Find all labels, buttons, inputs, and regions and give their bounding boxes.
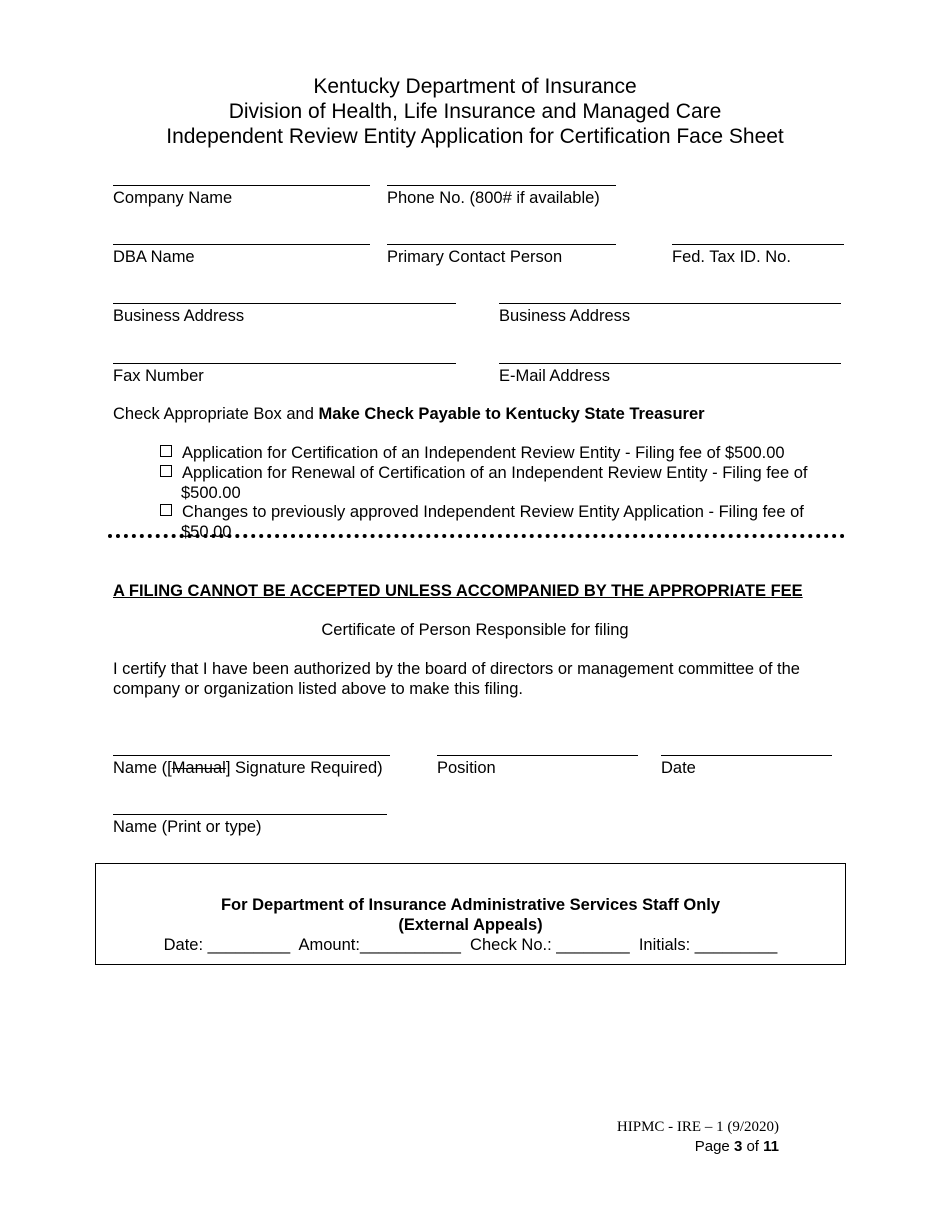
signature-name-field[interactable]: [113, 755, 390, 778]
fax-number-label: Fax Number: [113, 367, 204, 385]
option-certification-label: Application for Certification of an Independent Review Entity - Filing fee of $500.00: [182, 444, 785, 462]
page-total: 11: [763, 1138, 779, 1155]
position-field[interactable]: [437, 755, 638, 778]
page-current: 3: [733, 1138, 743, 1155]
phone-field[interactable]: [387, 185, 616, 208]
business-address-field-2[interactable]: [499, 303, 841, 326]
fed-tax-id-label: Fed. Tax ID. No.: [672, 248, 791, 266]
certificate-statement-line1: I certify that I have been authorized by the board of directors or management committee of the: [113, 660, 800, 678]
admin-subtitle: (External Appeals): [398, 916, 543, 934]
position-label: Position: [437, 759, 496, 777]
primary-contact-field[interactable]: [387, 244, 616, 267]
header-division: Division of Health, Life Insurance and Managed Care: [228, 100, 722, 123]
checkbox-icon[interactable]: [160, 504, 172, 516]
phone-label: Phone No. (800# if available): [387, 189, 600, 207]
admin-staff-box: [95, 863, 846, 965]
print-name-field[interactable]: [113, 814, 387, 837]
header-form-title: Independent Review Entity Application for Certification Face Sheet: [166, 125, 784, 148]
dotted-separator: [108, 534, 845, 538]
option-changes-label: Changes to previously approved Independent Review Entity Application - Filing fee of: [182, 503, 804, 521]
fee-instructions-bold: Make Check Payable to Kentucky State Treasurer: [318, 405, 705, 423]
page-prefix: Page: [694, 1138, 734, 1155]
signature-name-prefix: Name ([: [113, 759, 172, 777]
business-address-field-1[interactable]: [113, 303, 456, 326]
dba-name-label: DBA Name: [113, 248, 195, 266]
option-renewal[interactable]: [160, 463, 808, 483]
checkbox-icon[interactable]: [160, 445, 172, 457]
primary-contact-label: Primary Contact Person: [387, 248, 563, 266]
print-name-label: Name (Print or type): [113, 818, 262, 836]
form-id: HIPMC - IRE – 1 (9/2020): [616, 1119, 779, 1135]
fed-tax-id-field[interactable]: [672, 244, 844, 267]
business-address-label-1: Business Address: [113, 307, 245, 325]
date-label: Date: [661, 759, 696, 777]
checkbox-icon[interactable]: [160, 465, 172, 477]
dba-name-field[interactable]: [113, 244, 370, 267]
company-name-field[interactable]: [113, 185, 370, 208]
admin-fields: Date: _________ Amount:___________ Check No.: ________ Initials: _________: [163, 936, 778, 954]
signature-name-struck: Manual: [171, 759, 226, 777]
admin-title: For Department of Insurance Administrative Services Staff Only: [220, 896, 721, 914]
signature-name-label: [113, 758, 390, 778]
option-changes-fee: $50.00: [181, 523, 232, 541]
fee-instructions: [113, 404, 705, 424]
certificate-heading: Certificate of Person Responsible for filing: [321, 621, 629, 639]
option-changes[interactable]: [160, 502, 804, 522]
filing-notice: A FILING CANNOT BE ACCEPTED UNLESS ACCOMPANIED BY THE APPROPRIATE FEE: [113, 582, 803, 600]
signature-name-suffix: ] Signature Required): [225, 759, 383, 777]
fax-number-field[interactable]: [113, 363, 456, 386]
business-address-label-2: Business Address: [499, 307, 631, 325]
option-certification[interactable]: [160, 443, 785, 463]
option-renewal-fee: $500.00: [181, 484, 241, 502]
email-label: E-Mail Address: [499, 367, 610, 385]
page-of: of: [742, 1138, 764, 1155]
company-name-label: Company Name: [113, 189, 233, 207]
header-title: Kentucky Department of Insurance: [313, 75, 637, 98]
page-number: [695, 1137, 779, 1156]
fee-instructions-prefix: Check Appropriate Box and: [113, 405, 319, 423]
option-renewal-label: Application for Renewal of Certification of an Independent Review Entity - Filing fee of: [182, 464, 808, 482]
email-field[interactable]: [499, 363, 841, 386]
date-field[interactable]: [661, 755, 832, 778]
certificate-statement-line2: company or organization listed above to make this filing.: [113, 680, 523, 698]
